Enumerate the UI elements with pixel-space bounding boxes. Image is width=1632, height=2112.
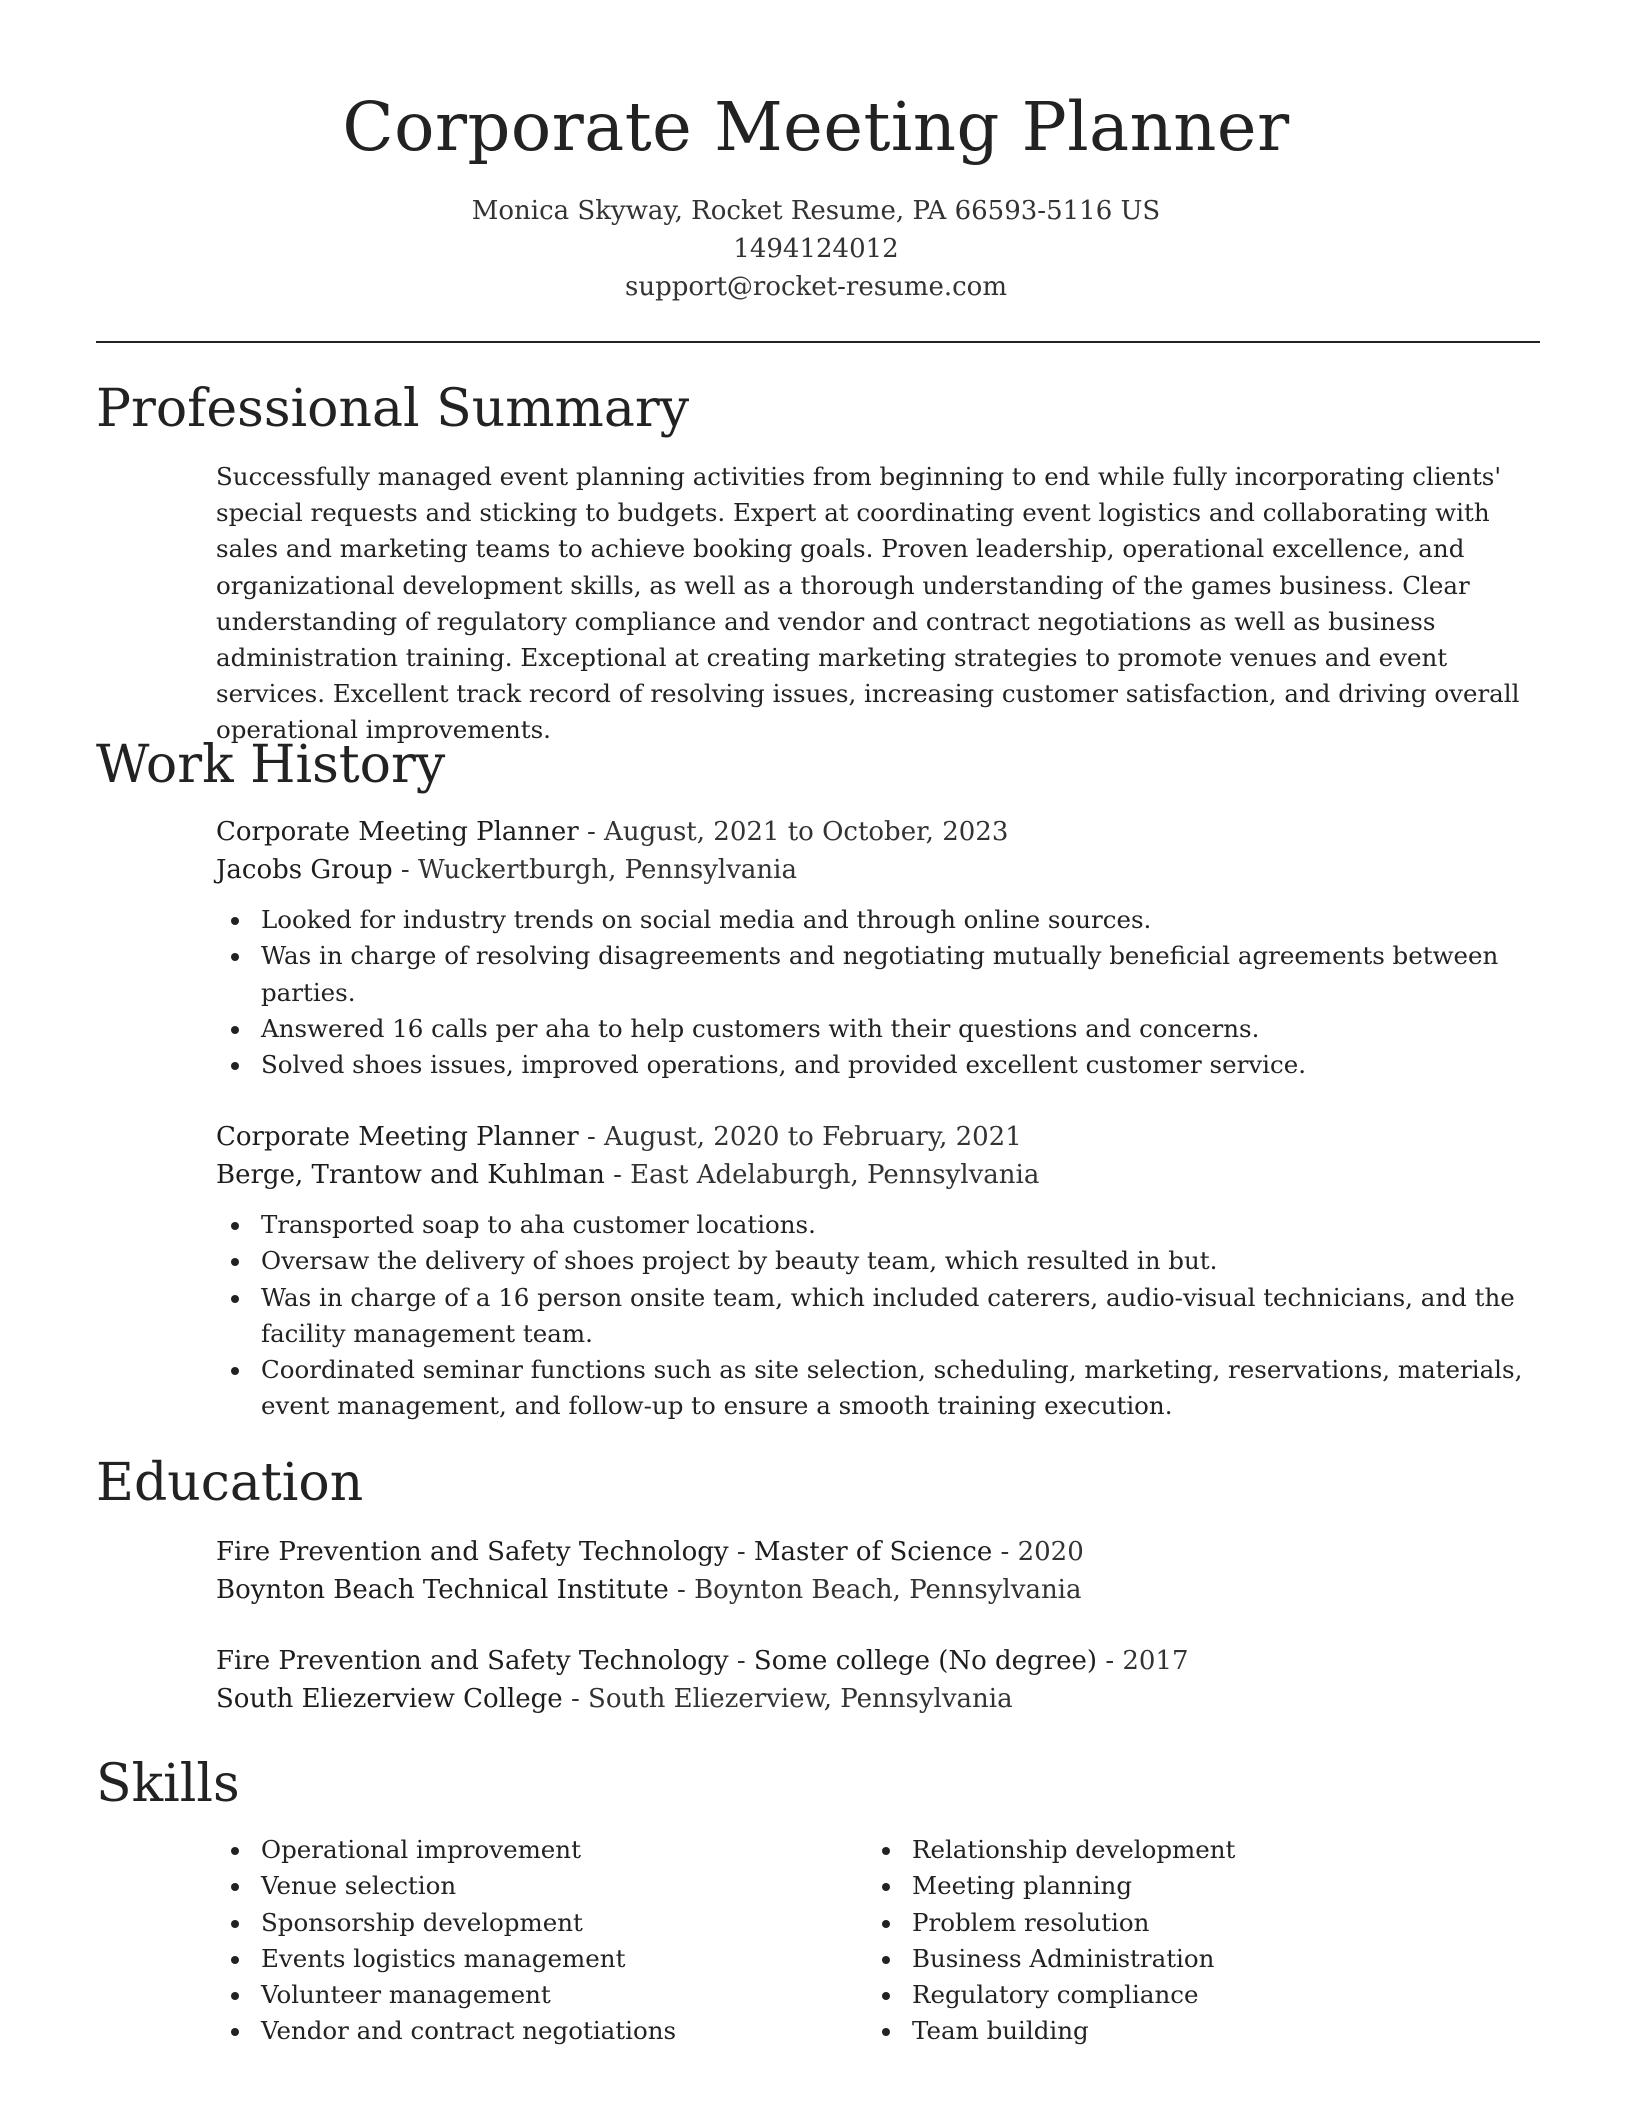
job-entry — [216, 813, 1540, 1083]
education-field: Fire Prevention and Safety Technology — [216, 1646, 729, 1676]
skills-list — [216, 1832, 1540, 2062]
bullet-icon — [231, 1847, 239, 1855]
bullet-icon — [882, 1883, 890, 1891]
job-company-line — [216, 851, 1540, 889]
address: Monica Skyway, Rocket Resume, PA 66593-5116 US — [471, 196, 1161, 226]
job-title-line — [216, 813, 1540, 851]
bullet-icon — [231, 1956, 239, 1964]
job-bullets — [216, 1207, 1540, 1425]
list-item: Business Administration — [867, 1941, 1507, 1977]
list-item: Vendor and contract negotiations — [216, 2013, 856, 2049]
list-item: Relationship development — [867, 1832, 1507, 1868]
bullet-icon — [882, 1847, 890, 1855]
bullet-icon — [231, 1992, 239, 2000]
job-role: Corporate Meeting Planner — [216, 1122, 579, 1152]
job-dates: - August, 2021 to October, 2023 — [578, 817, 1009, 847]
list-item: Problem resolution — [867, 1905, 1507, 1941]
education-degree: Some college (No degree) — [753, 1646, 1098, 1676]
job-location: - Wuckertburgh, Pennsylvania — [392, 855, 797, 885]
contact-info — [0, 192, 1632, 306]
job-company: Berge, Trantow and Kuhlman — [216, 1160, 605, 1190]
list-item: Team building — [867, 2013, 1507, 2049]
education-degree: Master of Science — [753, 1537, 993, 1567]
education-field: Fire Prevention and Safety Technology — [216, 1537, 729, 1567]
job-title-line — [216, 1118, 1540, 1156]
job-company: Jacobs Group — [216, 855, 393, 885]
phone: 1494124012 — [733, 234, 899, 264]
summary-text: Successfully managed event planning activities from beginning to end while fully incorporating clients' special requests and sticking to budgets. Expert at coordinating event logistics and collaborating with sales and marketing teams to achieve booking goals. Proven leadership, operational excellence, and organizational development skills, as well as a thorough understanding of the games business. Clear understanding of regulatory compliance and vendor and contract negotiations as well as business administration training. Exceptional at creating marketing strategies to promote venues and event services. Excellent track record of resolving issues, increasing customer satisfaction, and driving overall operational improvements. — [216, 462, 1520, 745]
list-item: Oversaw the delivery of shoes project by beauty team, which resulted in but. — [216, 1243, 1540, 1279]
candidate-title: Corporate Meeting Planner — [342, 88, 1290, 166]
list-item: Looked for industry trends on social media and through online sources. — [216, 902, 1540, 938]
education-school-line — [216, 1680, 1540, 1718]
education-year: 2020 — [1017, 1537, 1084, 1567]
bullet-icon — [231, 1222, 239, 1230]
list-item: Was in charge of resolving disagreements and negotiating mutually beneficial agreements between parties. — [216, 938, 1540, 1011]
bullet-icon — [882, 1920, 890, 1928]
list-item: Regulatory compliance — [867, 1977, 1507, 2013]
list-item: Volunteer management — [216, 1977, 856, 2013]
list-item: Venue selection — [216, 1868, 856, 1904]
list-item: Coordinated seminar functions such as site selection, scheduling, marketing, reservations, materials, event management, and follow-up to ensure a smooth training execution. — [216, 1352, 1540, 1425]
education-entry — [216, 1642, 1540, 1718]
education-year: 2017 — [1122, 1646, 1189, 1676]
bullet-icon — [231, 2028, 239, 2036]
skills-column-right — [867, 1832, 1507, 2050]
email: support@rocket-resume.com — [624, 272, 1007, 302]
job-location: - East Adelaburgh, Pennsylvania — [604, 1160, 1040, 1190]
bullet-icon — [231, 1062, 239, 1070]
list-item: Events logistics management — [216, 1941, 856, 1977]
education-school: Boynton Beach Technical Institute — [216, 1575, 669, 1605]
list-item: Was in charge of a 16 person onsite team, which included caterers, audio-visual technicians, and the facility management team. — [216, 1280, 1540, 1353]
education-location: - South Eliezerview, Pennsylvania — [562, 1684, 1013, 1714]
skills-heading: Skills — [96, 1754, 240, 1814]
bullet-icon — [882, 1992, 890, 2000]
education-school: South Eliezerview College — [216, 1684, 563, 1714]
job-dates: - August, 2020 to February, 2021 — [578, 1122, 1022, 1152]
list-item: Transported soap to aha customer locations. — [216, 1207, 1540, 1243]
job-company-line — [216, 1156, 1540, 1194]
header-divider — [96, 341, 1540, 343]
education-entry — [216, 1533, 1540, 1609]
job-bullets — [216, 902, 1540, 1083]
list-item: Answered 16 calls per aha to help customers with their questions and concerns. — [216, 1011, 1540, 1047]
list-item: Operational improvement — [216, 1832, 856, 1868]
education-degree-line: Fire Prevention and Safety Technology - Master of Science - 2020 — [216, 1537, 1084, 1567]
bullet-icon — [231, 1920, 239, 1928]
bullet-icon — [231, 1258, 239, 1266]
bullet-icon — [231, 953, 239, 961]
list-item: Sponsorship development — [216, 1905, 856, 1941]
bullet-icon — [231, 1026, 239, 1034]
summary-heading: Professional Summary — [96, 379, 690, 439]
education-degree-line: Fire Prevention and Safety Technology - Some college (No degree) - 2017 — [216, 1646, 1189, 1676]
bullet-icon — [231, 1367, 239, 1375]
resume-header — [0, 84, 1632, 306]
job-role: Corporate Meeting Planner — [216, 817, 579, 847]
bullet-icon — [231, 1295, 239, 1303]
list-item: Solved shoes issues, improved operations, and provided excellent customer service. — [216, 1047, 1540, 1083]
skills-column-left — [216, 1832, 856, 2050]
education-school-line — [216, 1571, 1540, 1609]
list-item: Meeting planning — [867, 1868, 1507, 1904]
bullet-icon — [882, 2028, 890, 2036]
bullet-icon — [231, 1883, 239, 1891]
bullet-icon — [882, 1956, 890, 1964]
job-entry — [216, 1118, 1540, 1425]
bullet-icon — [231, 917, 239, 925]
education-heading: Education — [96, 1453, 364, 1513]
work-history-heading: Work History — [96, 735, 446, 795]
education-location: - Boynton Beach, Pennsylvania — [668, 1575, 1082, 1605]
